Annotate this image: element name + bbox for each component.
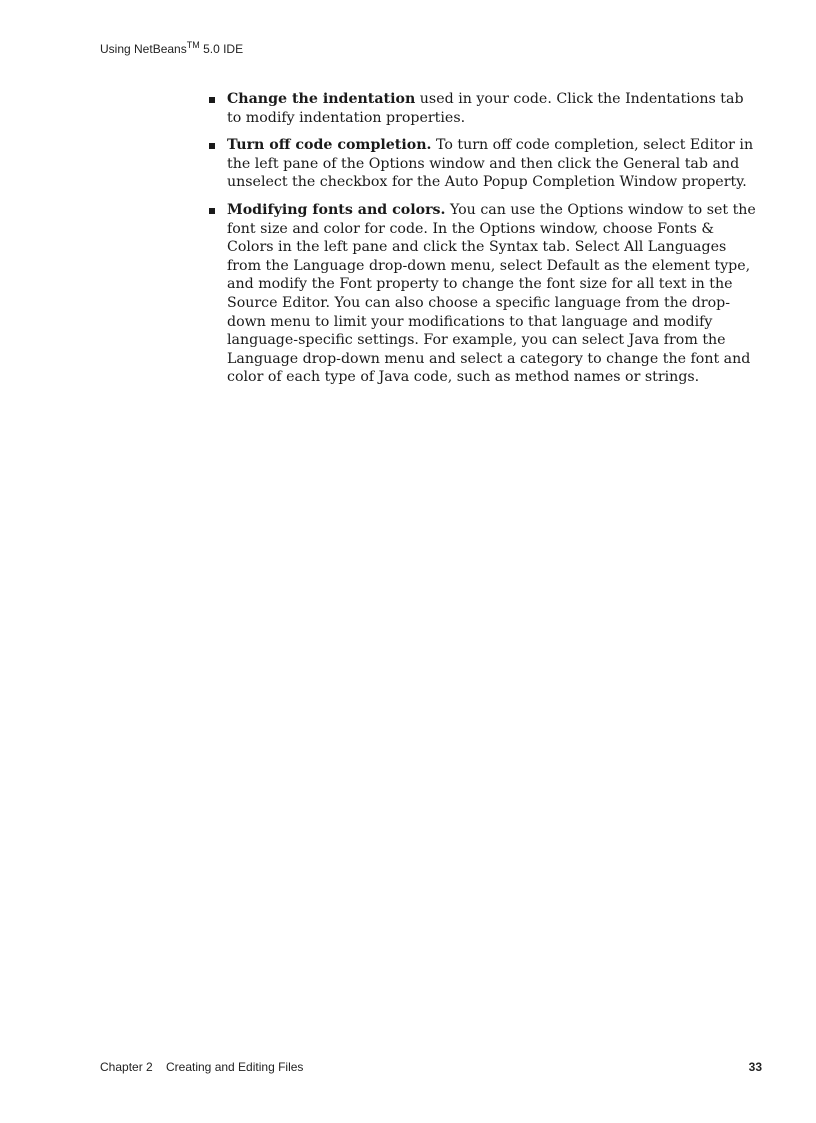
square-bullet-icon bbox=[209, 208, 215, 214]
page-number: 33 bbox=[748, 1060, 762, 1074]
bullet-lead: Turn off code completion. bbox=[227, 137, 432, 154]
bullet-list bbox=[206, 90, 762, 396]
book-title: Using NetBeans bbox=[100, 42, 187, 56]
running-header bbox=[100, 42, 243, 56]
square-bullet-icon bbox=[209, 143, 215, 149]
list-item bbox=[206, 136, 762, 192]
bullet-lead: Modifying fonts and colors. bbox=[227, 201, 446, 218]
bullet-text: used in your code. Click the Indentations tab to modify indentation properties. bbox=[227, 91, 744, 126]
square-bullet-icon bbox=[209, 97, 215, 103]
list-item bbox=[206, 90, 762, 127]
footer-chapter: Chapter 2 bbox=[100, 1060, 153, 1074]
trademark-mark: TM bbox=[186, 40, 200, 50]
footer-chapter-title: Creating and Editing Files bbox=[166, 1060, 304, 1074]
list-item bbox=[206, 201, 762, 387]
bullet-text: You can use the Options window to set the font size and color for code. In the Options window, choose Fonts & Colors in the left pane and click the Syntax tab. Select All Languages from the Language drop-down menu, select Default as the element type, and modify the Font property to change the font size for all text in the Source Editor. You can also choose a specific language from the drop-down menu to limit your modifications to that language and modify language-specific settings. For example, you can select Java from the Language drop-down menu and select a category to change the font and color of each type of Java code, such as method names or strings. bbox=[227, 201, 756, 386]
book-version: 5.0 IDE bbox=[203, 42, 244, 56]
bullet-text: To turn off code completion, select Editor in the left pane of the Options window and then click the General tab and unselect the checkbox for the Auto Popup Completion Window property. bbox=[227, 137, 754, 191]
bullet-lead: Change the indentation bbox=[227, 91, 416, 107]
